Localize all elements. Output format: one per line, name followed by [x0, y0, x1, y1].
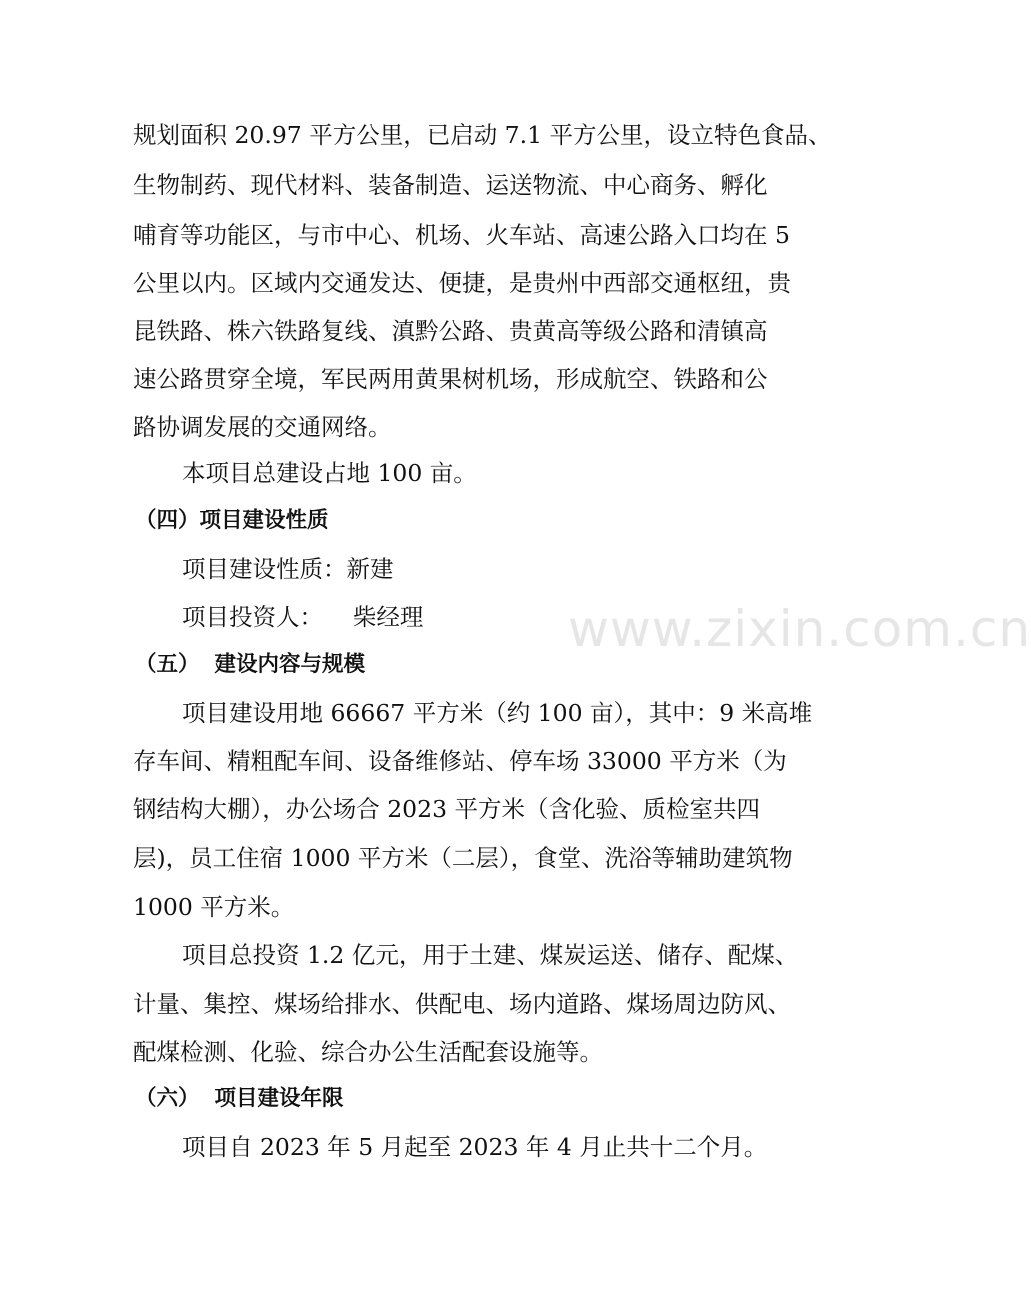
section-heading: （六） 项目建设年限: [135, 1086, 344, 1111]
text-line: 公里以内。区域内交通发达、便捷，是贵州中西部交通枢纽，贵: [133, 269, 791, 297]
text-line: 层)，员工住宿 1000 平方米（二层），食堂、洗浴等辅助建筑物: [133, 844, 793, 872]
text-line: 计量、集控、煤场给排水、供配电、场内道路、煤场周边防风、: [133, 990, 791, 1018]
text-line: 项目自 2023 年 5 月起至 2023 年 4 月止共十二个月。: [182, 1133, 768, 1161]
text-line: 速公路贯穿全境，军民两用黄果树机场，形成航空、铁路和公: [133, 365, 768, 393]
text-line: 项目建设性质：新建: [182, 555, 394, 583]
text-line: 项目建设用地 66667 平方米（约 100 亩），其中：9 米高堆: [182, 699, 813, 727]
section-heading: （四）项目建设性质: [135, 508, 329, 533]
text-line: 钢结构大棚），办公场合 2023 平方米（含化验、质检室共四: [133, 795, 760, 823]
text-line: 项目总投资 1.2 亿元，用于土建、煤炭运送、储存、配煤、: [182, 941, 799, 969]
watermark: www.zixin.com.cn: [568, 600, 1031, 658]
text-line: 昆铁路、株六铁路复线、滇黔公路、贵黄高等级公路和清镇高: [133, 317, 768, 345]
text-line: 存车间、精粗配车间、设备维修站、停车场 33000 平方米（为: [133, 747, 787, 775]
text-line: 规划面积 20.97 平方公里，已启动 7.1 平方公里，设立特色食品、: [133, 121, 832, 149]
paragraph-land-area: 本项目总建设占地 100 亩。: [182, 459, 477, 487]
text-line: 生物制药、现代材料、装备制造、运送物流、中心商务、孵化: [133, 171, 768, 199]
text-line: 项目投资人： 柴经理: [182, 603, 424, 631]
section-heading: （五） 建设内容与规模: [135, 652, 365, 677]
text-line: 配煤检测、化验、综合办公生活配套设施等。: [133, 1038, 603, 1066]
text-line: 路协调发展的交通网络。: [133, 413, 392, 441]
text-line: 1000 平方米。: [133, 893, 295, 921]
text-line: 哺育等功能区，与市中心、机场、火车站、高速公路入口均在 5: [133, 221, 790, 249]
